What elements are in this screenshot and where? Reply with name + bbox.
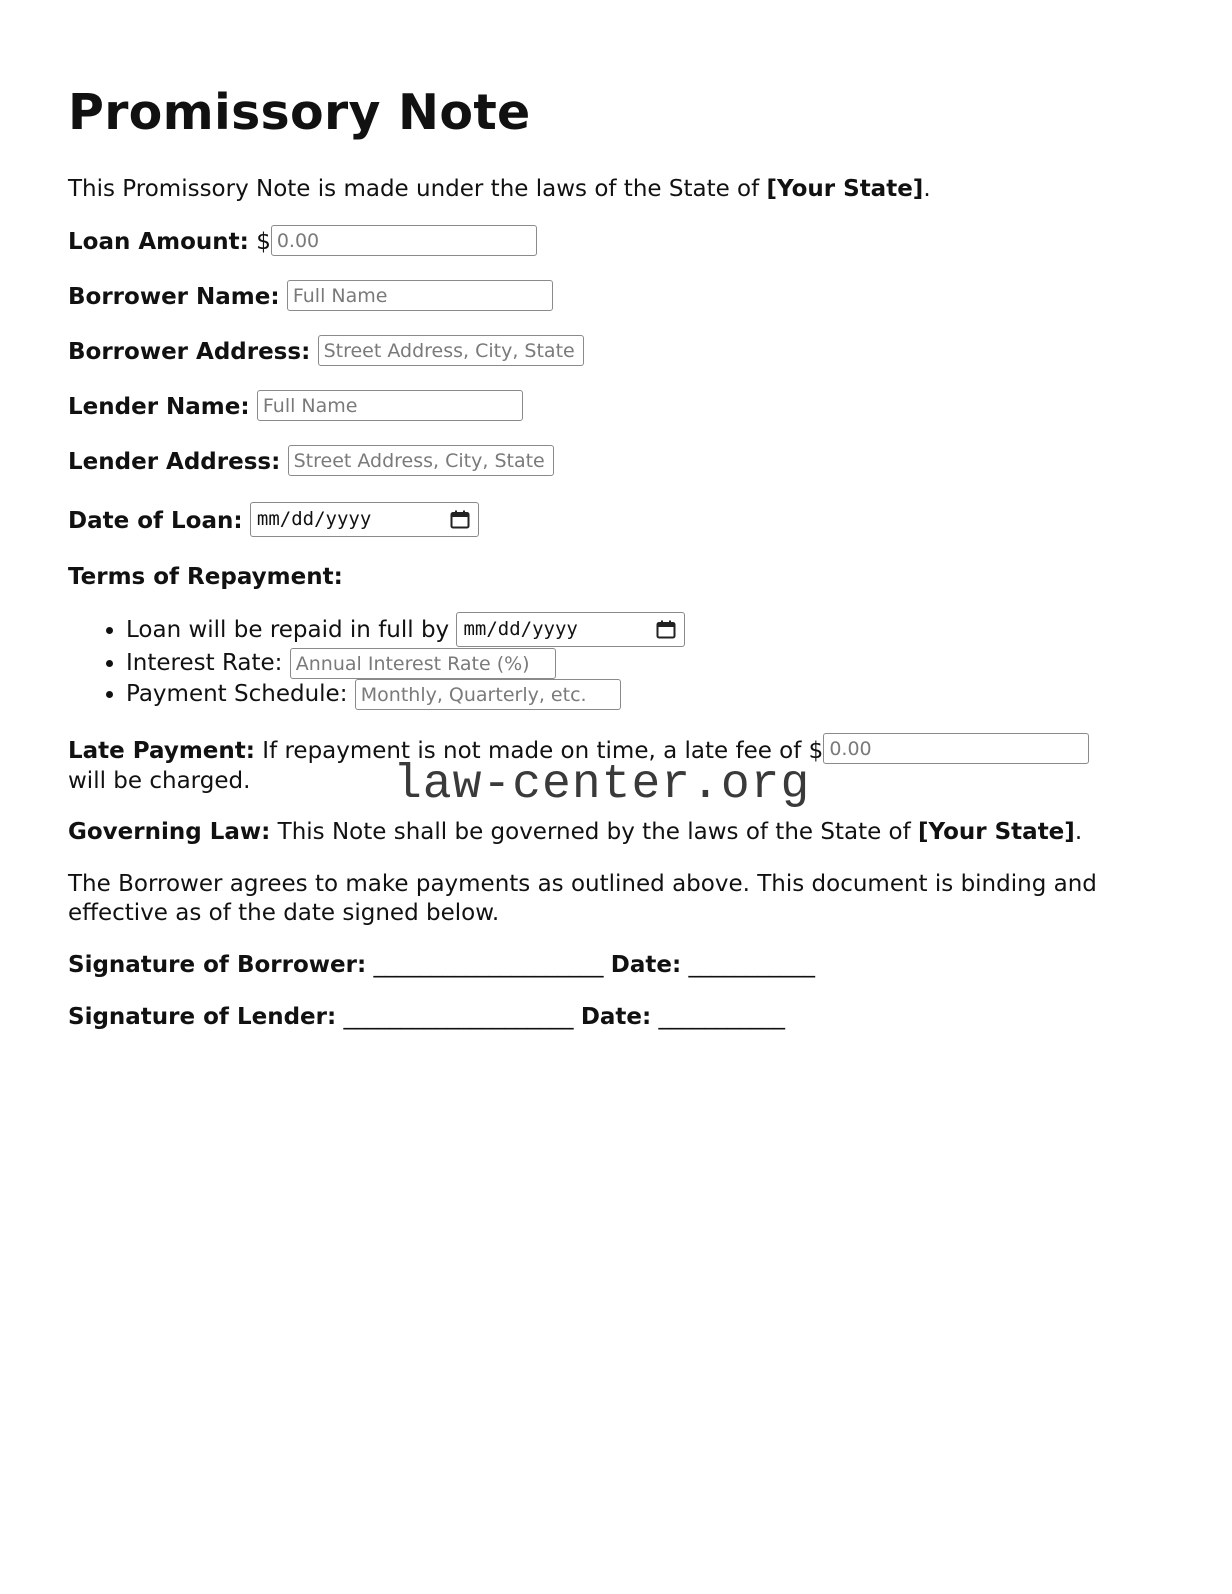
payment-schedule-label: Payment Schedule: (126, 681, 348, 707)
governing-law-end: . (1074, 819, 1083, 845)
late-payment-text: If repayment is not made on time, a late fee of $ (254, 738, 824, 764)
list-item (126, 612, 685, 648)
lender-name-input[interactable] (257, 390, 523, 421)
list-item (126, 648, 685, 679)
terms-heading-text: Terms of Repayment: (68, 564, 343, 590)
lender-date-line: ___________ (658, 1004, 786, 1030)
agreement-paragraph: The Borrower agrees to make payments as outlined above. This document is binding and effective as of the date signed below. (68, 871, 1097, 926)
lender-signature-line: ____________________ (343, 1004, 574, 1030)
calendar-icon[interactable] (656, 620, 676, 639)
lender-date-label: Date: (580, 1004, 652, 1030)
lender-address-row (68, 447, 554, 478)
repaid-by-label: Loan will be repaid in full by (126, 617, 450, 643)
repaid-by-placeholder: mm/dd/yyyy (463, 618, 578, 640)
repaid-by-date-input[interactable] (456, 612, 685, 647)
loan-amount-row (68, 227, 537, 258)
late-fee-input[interactable] (823, 733, 1089, 764)
borrower-name-row (68, 282, 553, 313)
governing-law-paragraph (68, 818, 1148, 847)
intro-paragraph (68, 174, 931, 204)
loan-amount-input[interactable] (271, 225, 537, 256)
interest-rate-label: Interest Rate: (126, 650, 283, 676)
lender-address-label: Lender Address: (68, 449, 281, 475)
borrower-date-label: Date: (610, 952, 682, 978)
late-payment-label: Late Payment: (68, 738, 255, 764)
borrower-date-line: ___________ (688, 952, 815, 978)
borrower-name-label: Borrower Name: (68, 284, 280, 310)
governing-law-label: Governing Law: (68, 819, 271, 845)
loan-amount-label: Loan Amount: (68, 229, 249, 255)
terms-list (68, 612, 685, 710)
governing-law-state: [Your State] (918, 819, 1075, 845)
intro-text: This Promissory Note is made under the laws of the State of (68, 176, 767, 202)
borrower-signature-label: Signature of Borrower: (68, 952, 367, 978)
lender-signature-label: Signature of Lender: (68, 1004, 337, 1030)
late-payment-text-after: will be charged. (68, 768, 251, 794)
calendar-icon[interactable] (450, 510, 470, 529)
borrower-address-label: Borrower Address: (68, 339, 311, 365)
date-of-loan-placeholder: mm/dd/yyyy (256, 508, 372, 530)
terms-heading (68, 562, 343, 592)
governing-law-text: This Note shall be governed by the laws of the State of (270, 819, 919, 845)
intro-state: [Your State] (766, 176, 924, 202)
borrower-address-input[interactable] (318, 335, 584, 366)
date-of-loan-label: Date of Loan: (68, 508, 243, 534)
date-of-loan-input[interactable] (250, 502, 479, 537)
page-title: Promissory Note (68, 84, 531, 141)
list-item (126, 679, 685, 710)
lender-address-input[interactable] (288, 445, 554, 476)
borrower-address-row (68, 337, 584, 368)
date-of-loan-row (68, 504, 479, 539)
interest-rate-input[interactable] (290, 648, 556, 679)
intro-end: . (923, 176, 931, 202)
lender-name-row (68, 392, 523, 423)
lender-signature-row (68, 1002, 785, 1032)
borrower-name-input[interactable] (287, 280, 553, 311)
loan-amount-prefix: $ (256, 229, 271, 255)
borrower-signature-line: ____________________ (373, 952, 604, 978)
payment-schedule-input[interactable] (355, 679, 621, 710)
lender-name-label: Lender Name: (68, 394, 250, 420)
watermark: law-center.org (393, 758, 811, 812)
borrower-signature-row (68, 950, 815, 980)
